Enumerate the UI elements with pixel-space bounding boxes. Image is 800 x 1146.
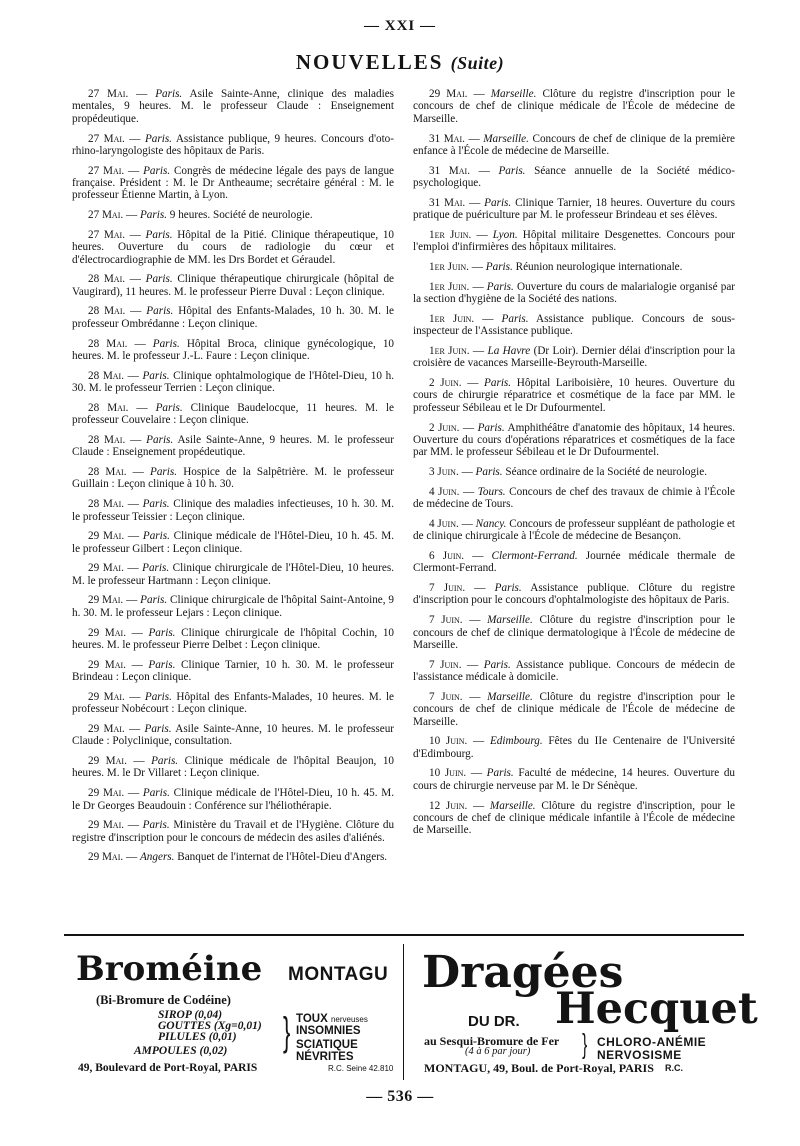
entry-date: 28 Mai. [88,369,124,382]
dragees-brace: } [582,1028,588,1059]
news-entry: 28 Mai. — Paris. Clinique ophtalmologique de l'Hôtel-Dieu, 10 h. 30. M. le professeur Terrien : Leçon clinique. [72,369,395,395]
entry-date: 29 Mai. [88,755,127,767]
entry-city: Paris. [494,582,522,595]
entry-city: Paris. [142,787,170,800]
entry-city: Paris. [151,755,179,767]
news-entry: 1er Juin. — Paris. Ouverture du cours de malarialogie organisé par la section d'hygiène de la Société des nations. [413,280,736,306]
bromeine-brand: MONTAGU [288,964,389,985]
news-entry: 29 Mai. — Angers. Banquet de l'internat de l'Hôtel-Dieu d'Angers. [88,851,388,864]
entry-city: Paris. [146,305,174,318]
entry-text: Hôpital des Enfants-Malades, 10 h. 30. M. le professeur Ombrédanne : Leçon clinique. [72,305,395,330]
bromeine-registration: R.C. Seine 42.810 [328,1064,394,1073]
entry-text: Asile Sainte-Anne, clinique des maladies mentales, 9 heures. M. le professeur Claude : Enseignement propédeutique. [72,88,395,125]
entry-city: Paris. [484,376,512,389]
entry-date: 29 Mai. [88,851,124,864]
entry-date: 29 Mai. [88,658,126,671]
entry-city: Marseille. [487,614,533,627]
news-entry: 29 Mai. — Paris. Ministère du Travail et de l'Hygiène. Clôture du registre d'inscription pour le concours de médecin des asiles d'aliénés. [72,819,395,844]
news-entry: 27 Mai. — Paris. Hôpital de la Pitié. Clinique thérapeutique, 10 heures. Ouverture du cours de radiologie du cœur et d'électrocardiographie de MM. les Drs Bordet et Géraudel. [72,228,395,266]
entry-city: Edimbourg. [489,735,543,748]
entry-text: (Dr Loir). Dernier délai d'inscription pour la croisière de vacances Marseille-Beyrouth-Marseille. [413,344,736,370]
entry-city: Paris. [155,88,183,100]
entry-text: Journée médicale thermale de Clermont-Ferrand. [413,549,736,575]
page-header-number: — XXI — [363,18,436,34]
entry-text: 9 heures. Société de neurologie. [169,209,313,222]
entry-date: 1er Juin. [429,344,470,357]
entry-city: Paris. [142,498,170,511]
news-entry: 7 Juin. — Marseille. Clôture du registre d'inscription pour le concours de chef de clinique dermatologique à l'École de médecine de Marseille. [413,614,736,651]
entry-text: Séance ordinaire de la Société de neurologie. [505,466,707,479]
entry-date: 28 Mai. [88,337,128,350]
entry-date: 29 Mai. [88,722,125,735]
bromeine-address: 49, Boulevard de Port-Royal, PARIS [78,1062,258,1074]
news-entry: 31 Mai. — Paris. Séance annuelle de la Société médico-psychologique. [413,164,736,190]
entry-text: Clinique Tarnier, 10 h. 30. M. le professeur Brindeau : Leçon clinique. [72,658,395,684]
news-entry: 6 Juin. — Clermont-Ferrand. Journée médicale thermale de Clermont-Ferrand. [413,549,736,575]
entry-city: Clermont-Ferrand. [491,549,578,562]
entry-text: Clinique thérapeutique chirurgicale (hôpital de Vaugirard), 11 heures. M. le professeur Pierre Duval : Leçon clinique. [72,273,395,298]
entry-date: 28 Mai. [88,433,126,446]
news-entry: 29 Mai. — Paris. Clinique chirurgicale de l'Hôtel-Dieu, 10 heures. M. le professeur Hartmann : Leçon clinique. [72,562,394,587]
news-entry: 3 Juin. — Paris. Séance ordinaire de la Société de neurologie. [429,466,707,479]
entry-date: 27 Mai. [88,164,125,177]
news-entry: 28 Mai. — Paris. Asile Sainte-Anne, 9 heures. M. le professeur Claude : Enseignement propédeutique. [72,433,394,459]
entry-city: Paris. [498,164,526,177]
news-entry: 29 Mai. — Paris. Clinique chirurgicale de l'hôpital Saint-Antoine, 9 h. 30. M. le professeur Lejars : Leçon clinique. [72,594,394,619]
entry-city: Paris. [152,337,180,350]
dragees-dosage: (4 à 6 par jour) [465,1046,531,1057]
entry-city: Paris. [142,819,170,832]
entry-date: 29 Mai. [88,787,125,800]
news-entry: 28 Mai. — Paris. Clinique Baudelocque, 11 heures. M. le professeur Couvelaire : Leçon clinique. [72,401,395,427]
bromeine-indications [296,1014,368,1063]
entry-text: Clinique des maladies infectieuses, 10 h. 30. M. le professeur Teissier : Leçon clinique. [72,498,395,523]
bromeine-indication: SCIATIQUE [296,1039,358,1051]
left-column [72,88,394,871]
right-column [413,88,735,844]
dragees-indication: CHLORO-ANÉMIE [597,1035,707,1049]
news-entry: 31 Mai. — Marseille. Concours de chef de clinique de la première enfance à l'École de médecine de Marseille. [413,132,736,157]
news-entry: 29 Mai. — Paris. Asile Sainte-Anne, 10 heures. M. le professeur Claude : Polyclinique, consultation. [72,722,395,748]
entry-city: Paris. [148,626,176,639]
bromeine-indication: INSOMNIES [296,1024,361,1037]
entry-city: Marseille. [490,88,537,100]
news-entry: 28 Mai. — Paris. Clinique des maladies infectieuses, 10 h. 30. M. le professeur Teissier : Leçon clinique. [72,498,395,523]
entry-text: Fêtes du IIe Centenaire de l'Université d'Edimbourg. [413,735,736,760]
news-entry: 29 Mai. — Paris. Clinique médicale de l'Hôtel-Dieu, 10 h. 45. M. le professeur Gilbert : Leçon clinique. [72,530,395,555]
entry-text: Assistance publique. Concours de médecin de l'assistance médicale à domicile. [413,658,735,684]
entry-text: Clôture du registre d'inscription pour le concours de chef de clinique médicale de l'École de médecine de Marseille. [413,88,735,125]
entry-city: Paris. [501,312,529,325]
entry-date: 29 Mai. [88,530,125,543]
entry-city: Marseille. [489,799,536,812]
entry-date: 28 Mai. [88,305,126,318]
entry-city: Paris. [475,466,503,479]
entry-city: Paris. [145,228,173,241]
news-entry: 1er Juin. — Paris. Réunion neurologique internationale. [429,260,683,273]
entry-date: 7 Juin. [429,658,462,671]
entry-date: 2 Juin. [429,376,462,389]
entry-text: Hôpital Broca, clinique gynécologique, 10 heures. M. le professeur J.-L. Faure : Leçon clinique. [72,337,395,362]
entry-text: Asile Sainte-Anne, 10 heures. M. le professeur Claude : Polyclinique, consultation. [72,722,395,748]
entry-city: Nancy. [475,517,507,530]
news-entry: 7 Juin. — Marseille. Clôture du registre d'inscription pour le concours de chef de clinique médicale de l'École de médecine de Marseille. [413,690,736,728]
entry-city: Paris. [484,196,512,209]
entry-date: 29 Mai. [429,88,468,100]
news-entry: 4 Juin. — Tours. Concours de chef des travaux de chimie à l'École de médecine de Tours. [413,485,736,511]
entry-city: Paris. [143,164,171,177]
ads-divider [403,944,404,1080]
news-entry: 1er Juin. — Lyon. Hôpital militaire Desgenettes. Concours pour l'emploi d'infirmières des hôpitaux militaires. [413,228,736,254]
entry-city: Paris. [144,722,172,735]
entry-text: Hôpital Lariboisière, 10 heures. Ouverture du cours de chirurgie réparatrice et cosmétique de la face par MM. le professeur Sébileau et le Dr Dufourmentel. [413,376,736,414]
entry-text: Clôture du registre d'inscription, pour le concours de chef de clinique médicale infantile à l'École de médecine de Marseille. [413,799,736,837]
bromeine-form: GOUTTES (Xg=0,01) [158,1020,262,1032]
dragees-prefix: DU DR. [468,1013,520,1030]
entry-text: Hospice de la Salpêtrière. M. le professeur Guillain : Leçon clinique à 10 h. 30. [72,466,395,491]
entry-date: 10 Juin. [429,767,467,780]
entry-city: Paris. [477,421,505,434]
entry-city: Paris. [140,594,168,607]
bromeine-form: AMPOULES (0,02) [134,1045,228,1057]
news-entry: 31 Mai. — Paris. Clinique Tarnier, 18 heures. Ouverture du cours pratique de puériculture par M. le professeur Brindeau et ses élèves. [413,196,736,222]
news-entry: 10 Juin. — Paris. Faculté de médecine, 14 heures. Ouverture du cours de chirurgie nerveuse par M. le Dr Sénèque. [413,767,736,792]
entry-date: 4 Juin. [429,517,459,530]
entry-date: 1er Juin. [429,260,469,273]
news-entry: 28 Mai. — Paris. Hôpital des Enfants-Malades, 10 h. 30. M. le professeur Ombrédanne : Leçon clinique. [72,305,395,330]
entry-city: Lyon. [492,228,518,241]
news-entry: 1er Juin. — Paris. Assistance publique. Concours de sous-inspecteur de l'Assistance publique. [413,312,736,338]
entry-date: 6 Juin. [429,549,465,562]
entry-text: Assistance publique. Concours de sous-inspecteur de l'Assistance publique. [413,312,736,338]
news-entry: 29 Mai. — Paris. Clinique médicale de l'hôpital Beaujon, 10 heures. M. le Dr Villaret : Leçon clinique. [72,755,395,780]
entry-text: Clinique médicale de l'Hôtel-Dieu, 10 h. 45. M. le Dr Georges Beaudouin : Conférence sur l'héliothérapie. [72,787,395,812]
dragees-registration: R.C. [665,1063,683,1073]
entry-date: 2 Juin. [429,421,460,434]
entry-date: 29 Mai. [88,626,126,639]
news-entry: 28 Mai. — Paris. Hospice de la Salpêtrière. M. le professeur Guillain : Leçon clinique à 10 h. 30. [72,466,395,491]
entry-text: Clinique chirurgicale de l'hôpital Cochin, 10 heures. M. le professeur Pierre Delbet : Leçon clinique. [72,626,395,651]
entry-city: Paris. [146,433,174,446]
bromeine-form: PILULES (0,01) [158,1031,237,1043]
entry-text: Congrès de médecine légale des pays de langue française. Président : M. le Dr Antheaume; secrétaire général : M. le professeur Étienne Martin, à Lyon. [72,164,395,202]
news-entry: 29 Mai. — Paris. Clinique chirurgicale de l'hôpital Cochin, 10 heures. M. le professeur Pierre Delbet : Leçon clinique. [72,626,395,651]
entry-date: 29 Mai. [88,690,125,703]
entry-city: Tours. [477,485,506,498]
entry-date: 28 Mai. [88,273,126,286]
entry-date: 29 Mai. [88,562,124,575]
entry-city: Paris. [485,260,513,273]
news-entry: 27 Mai. — Paris. Asile Sainte-Anne, clinique des maladies mentales, 9 heures. M. le professeur Claude : Enseignement propédeutique. [72,88,395,125]
news-entry: 4 Juin. — Nancy. Concours de professeur suppléant de pathologie et de clinique chirurgicale à l'École de médecine de Besançon. [413,517,736,543]
news-entry: 7 Juin. — Paris. Assistance publique. Concours de médecin de l'assistance médicale à domicile. [413,658,735,684]
entry-city: Marseille. [487,690,533,703]
news-entry: 27 Mai. — Paris. Congrès de médecine légale des pays de langue française. Président : M. le Dr Antheaume; secrétaire général : M. le professeur Étienne Martin, à Lyon. [72,164,395,202]
entry-text: Concours de chef de clinique de la première enfance à l'École de médecine de Marseille. [413,132,736,157]
entry-date: 28 Mai. [88,498,125,511]
entry-date: 27 Mai. [88,228,126,241]
entry-text: Concours de chef des travaux de chimie à l'École de médecine de Tours. [413,485,736,511]
page-title [0,50,800,75]
entry-text: Clinique chirurgicale de l'hôpital Saint-Antoine, 9 h. 30. M. le professeur Lejars : Leçon clinique. [72,594,394,619]
bromeine-indication: NÉVRITES [296,1050,354,1063]
entry-text: Concours de professeur suppléant de pathologie et de clinique chirurgicale à l'École de médecine de Besançon. [413,517,736,543]
page-number: — 536 — [366,1088,434,1105]
entry-city: Angers. [139,851,175,864]
entry-date: 31 Mai. [429,196,466,209]
entry-city: Paris. [483,658,511,671]
entry-date: 4 Juin. [429,485,460,498]
news-entry: 2 Juin. — Paris. Hôpital Lariboisière, 10 heures. Ouverture du cours de chirurgie réparatrice et cosmétique de la face par MM. le professeur Sébileau et le Dr Dufourmentel. [413,376,736,414]
entry-city: Paris. [142,562,170,575]
entry-text: Clôture du registre d'inscription pour le concours de chef de clinique médicale de l'École de médecine de Marseille. [413,690,736,728]
entry-text: Hôpital militaire Desgenettes. Concours pour l'emploi d'infirmières des hôpitaux militaires. [413,228,736,254]
entry-text: Clinique Tarnier, 18 heures. Ouverture du cours pratique de puériculture par M. le professeur Brindeau et ses élèves. [413,196,736,222]
entry-text: Asile Sainte-Anne, 9 heures. M. le professeur Claude : Enseignement propédeutique. [72,433,394,459]
entry-text: Amphithéâtre d'anatomie des hôpitaux, 14 heures. Ouverture du cours d'opérations réparatrices et cosmétiques de la face par MM. le professeur Sébileau et le Dr Dufourmentel. [413,421,736,459]
entry-text: Banquet de l'internat de l'Hôtel-Dieu d'Angers. [177,851,388,864]
bromeine-brace: } [283,1010,291,1054]
dragees-indication: NERVOSISME [597,1047,682,1062]
entry-text: Faculté de médecine, 14 heures. Ouverture du cours de chirurgie nerveuse par M. le Dr Sénèque. [413,767,736,792]
entry-text: Clinique chirurgicale de l'Hôtel-Dieu, 10 heures. M. le professeur Hartmann : Leçon clinique. [72,562,394,587]
bromeine-subtitle: (Bi-Bromure de Codéine) [96,993,231,1007]
ads-top-rule [64,934,744,936]
entry-date: 31 Mai. [429,164,470,177]
entry-text: Clôture du registre d'inscription pour le concours de chef de clinique dermatologique à l'École de médecine de Marseille. [413,614,736,651]
entry-date: 1er Juin. [429,312,475,325]
entry-date: 3 Juin. [429,466,459,479]
news-entry: 29 Mai. — Marseille. Clôture du registre d'inscription pour le concours de chef de clinique médicale de l'École de médecine de Marseille. [413,88,735,125]
entry-date: 7 Juin. [429,690,463,703]
entry-text: Réunion neurologique internationale. [515,260,683,273]
entry-text: Ministère du Travail et de l'Hygiène. Clôture du registre d'inscription pour le concours de médecin des asiles d'aliénés. [72,819,395,844]
dragees-name: Dragées [422,947,624,998]
entry-date: 1er Juin. [429,280,470,293]
entry-date: 7 Juin. [429,614,463,627]
entry-text: Assistance publique. Clôture du registre d'inscription pour le concours d'ophtalmologiste des hôpitaux de Paris. [413,582,735,607]
entry-date: 7 Juin. [429,582,466,595]
news-entry: 12 Juin. — Marseille. Clôture du registre d'inscription, pour le concours de chef de clinique médicale infantile à l'École de médecine de Marseille. [413,799,736,837]
title-suffix: (Suite) [450,53,505,73]
news-entry: 29 Mai. — Paris. Clinique Tarnier, 10 h. 30. M. le professeur Brindeau : Leçon clinique. [72,658,395,684]
entry-city: Paris. [144,690,172,703]
title-text: NOUVELLES [295,50,444,74]
news-entry: 29 Mai. — Paris. Clinique médicale de l'Hôtel-Dieu, 10 h. 45. M. le Dr Georges Beaudouin : Conférence sur l'héliothérapie. [72,787,395,812]
entry-date: 28 Mai. [88,466,127,479]
entry-city: Paris. [142,530,170,543]
entry-date: 28 Mai. [88,401,129,414]
entry-city: Paris. [148,658,176,671]
entry-date: 12 Juin. [429,799,468,812]
entry-date: 31 Mai. [429,132,465,145]
news-entry: 28 Mai. — Paris. Hôpital Broca, clinique gynécologique, 10 heures. M. le professeur J.-L. Faure : Leçon clinique. [72,337,395,362]
bromeine-indication-note: nerveuses [330,1015,368,1024]
entry-city: Paris. [155,401,183,414]
entry-city: Marseille. [483,132,529,145]
entry-text: Ouverture du cours de malarialogie organisé par la section d'hygiène de la Société des nations. [413,280,736,306]
entry-text: Séance annuelle de la Société médico-psychologique. [413,164,736,190]
entry-city: Paris. [144,132,172,145]
entry-date: 27 Mai. [88,209,124,222]
entry-city: Paris. [150,466,178,479]
dragees-address: MONTAGU, 49, Boul. de Port-Royal, PARIS [424,1061,654,1075]
dragees-surname: Hecquet [555,984,758,1034]
news-entry: 10 Juin. — Edimbourg. Fêtes du IIe Centenaire de l'Université d'Edimbourg. [413,735,736,760]
entry-text: Clinique médicale de l'hôpital Beaujon, 10 heures. M. le Dr Villaret : Leçon clinique. [72,755,395,780]
entry-city: La Havre [487,344,531,357]
bromeine-form: SIROP (0,04) [158,1009,223,1021]
entry-text: Hôpital des Enfants-Malades, 10 heures. M. le professeur Nobécourt : Leçon clinique. [72,690,395,716]
entry-city: Paris. [486,280,514,293]
news-entry: 1er Juin. — La Havre (Dr Loir). Dernier délai d'inscription pour la croisière de vacances Marseille-Beyrouth-Marseille. [413,344,736,370]
entry-date: 29 Mai. [88,819,125,832]
entry-date: 27 Mai. [88,88,129,100]
entry-city: Paris. [145,273,173,286]
bromeine-forms [134,1009,262,1057]
entry-text: Clinique médicale de l'Hôtel-Dieu, 10 h. 45. M. le professeur Gilbert : Leçon clinique. [72,530,395,555]
bromeine-indication: TOUX [296,1013,328,1025]
entry-date: 10 Juin. [429,735,468,748]
news-entry: 28 Mai. — Paris. Clinique thérapeutique chirurgicale (hôpital de Vaugirard), 11 heures. M. le professeur Pierre Duval : Leçon clinique. [72,273,395,298]
entry-text: Hôpital de la Pitié. Clinique thérapeutique, 10 heures. Ouverture du cours de radiologie du cœur et d'électrocardiographie de MM. les Drs Bordet et Géraudel. [72,228,395,266]
entry-date: 27 Mai. [88,132,125,145]
news-entry: 27 Mai. — Paris. 9 heures. Société de neurologie. [88,209,313,222]
entry-city: Paris. [142,369,170,382]
entry-city: Paris. [486,767,514,780]
dragees-indications [597,1036,706,1061]
news-entry: 27 Mai. — Paris. Assistance publique, 9 heures. Concours d'oto-rhino-laryngologiste des hôpitaux de Paris. [72,132,394,157]
entry-text: Clinique ophtalmologique de l'Hôtel-Dieu, 10 h. 30. M. le professeur Terrien : Leçon clinique. [72,369,395,395]
entry-city: Paris. [139,209,167,222]
news-entry: 2 Juin. — Paris. Amphithéâtre d'anatomie des hôpitaux, 14 heures. Ouverture du cours d'opérations réparatrices et cosmétiques de la face par MM. le professeur Sébileau et le Dr Dufourmentel. [413,421,736,459]
entry-date: 29 Mai. [88,594,124,607]
news-entry: 7 Juin. — Paris. Assistance publique. Clôture du registre d'inscription pour le concours d'ophtalmologiste des hôpitaux de Paris. [413,582,735,607]
dragees-composition: au Sesqui-Bromure de Fer [424,1034,560,1048]
entry-date: 1er Juin. [429,228,472,241]
bromeine-name: Broméine [76,949,263,989]
news-entry: 29 Mai. — Paris. Hôpital des Enfants-Malades, 10 heures. M. le professeur Nobécourt : Leçon clinique. [72,690,395,716]
entry-text: Clinique Baudelocque, 11 heures. M. le professeur Couvelaire : Leçon clinique. [72,401,395,427]
entry-text: Assistance publique, 9 heures. Concours d'oto-rhino-laryngologiste des hôpitaux de Paris. [72,132,394,157]
